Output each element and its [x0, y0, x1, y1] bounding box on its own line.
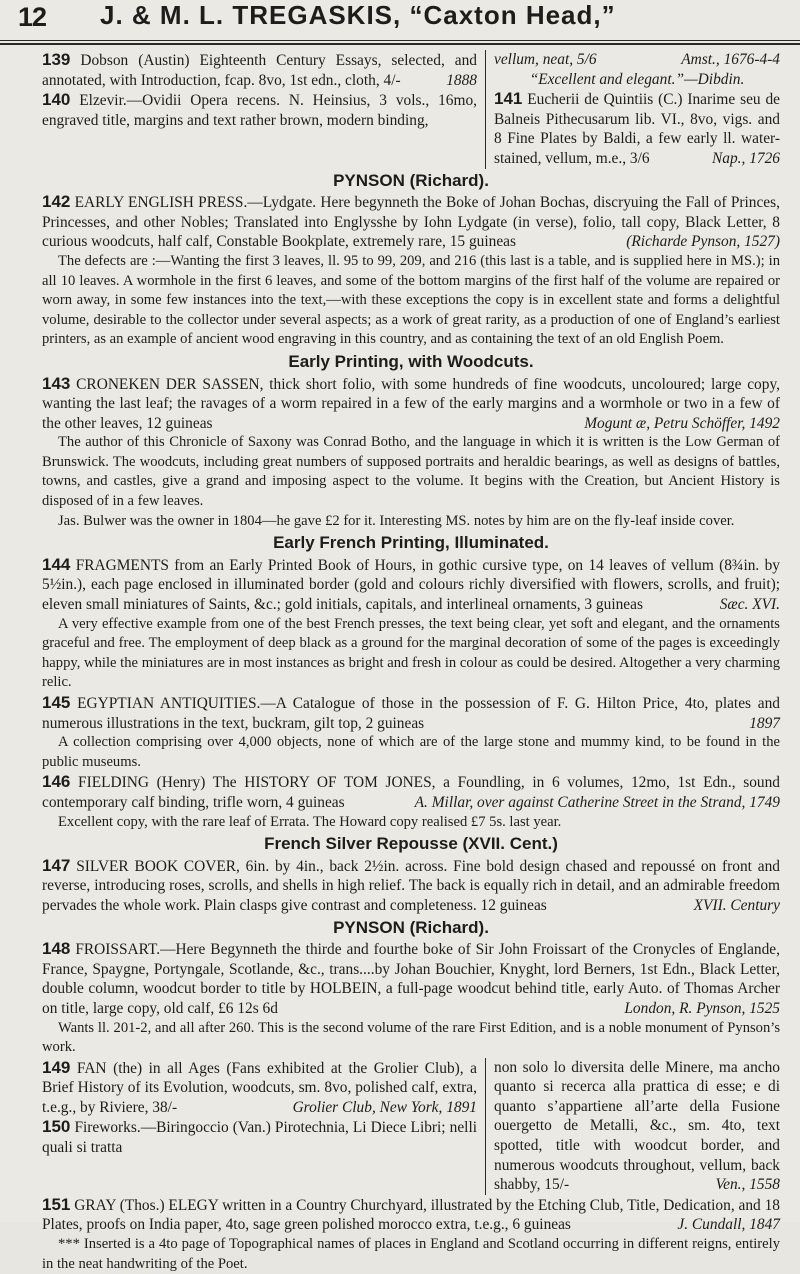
lot-description: FRAGMENTS from an Early Printed Book of Hours, in gothic cursive type, on 14 leaves of vellum (8¾in. by 5½in.), each page enclosed in illuminated border (gold and colours richly diversified with flowers, scrolls, and fruit); eleven small miniatures of Saints, &c.; gold initials, capitals, and interlineal ornaments, 3 guineas	[42, 556, 780, 614]
two-column-block-top	[42, 50, 780, 169]
lot-144	[42, 555, 780, 615]
lot-imprint: Nap., 1726	[712, 149, 780, 167]
lot-description: CRONEKEN DER SASSEN, thick short folio, with some hundreds of fine woodcuts, uncoloured; large copy, wanting the last leaf; the ravages of a worm repaired in a few of the early margins and a wormhole or two in a few of the other leaves, 12 guineas	[42, 375, 780, 432]
lot-143	[42, 374, 780, 434]
section-heading: PYNSON (Richard).	[333, 170, 489, 190]
page-number: 12	[18, 2, 47, 32]
lot-imprint: Ven., 1558	[715, 1176, 780, 1194]
lot-imprint: 1888	[446, 71, 477, 89]
lot-description: EGYPTIAN ANTIQUITIES.—A Catalogue of those in the possession of F. G. Hilton Price, 4to, plates and numerous illustrations in the text, buckram, gilt top, 2 guineas	[42, 695, 780, 732]
lot-description: FROISSART.—Here Begynneth the thirde and fourthe boke of Sir John Froissart of the Cronycles of Englande, France, Spaygne, Portyngale, Scotlande, &c., trans....by Johan Bouchier, Knyght, lord Berners, 1st Edn., Black Letter, double column, woodcut border to title by HOLBEIN, a full-page woodcut behind title, early Auto. of Thomas Archer on title, large copy, old calf, £6 12s 6d	[42, 941, 780, 1017]
lot-description: FIELDING (Henry) The HISTORY OF TOM JONES, a Foundling, in 6 volumes, 12mo, 1st Edn., sound contemporary calf binding, trifle worn, 4 guineas	[42, 774, 780, 811]
left-column	[42, 50, 485, 169]
lot-note: The author of this Chronicle of Saxony was Conrad Botho, and the language in which it is written is the Low German of Brunswick. The woodcuts, including great numbers of supposed portraits and heraldic bearings, as well as designs of battles, towns, and castles, give a grand and imposing aspect to the volume. It begins with the Creation, but Ancient History is disposed of in a few leaves.	[42, 434, 780, 510]
catalogue-listing	[42, 50, 780, 1272]
lot-note: *** Inserted is a 4to page of Topographical names of places in England and Scotland occurring in different reigns, entirely in the neat handwriting of the Poet.	[42, 1236, 780, 1272]
lot-140-continued	[494, 50, 780, 70]
lot-number: 145	[42, 693, 71, 712]
lot-147	[42, 856, 780, 916]
lot-note: Wants ll. 201-2, and all after 260. This is the second volume of the rare First Edition, and is a noble monument of Pynson’s work.	[42, 1019, 780, 1056]
right-column	[485, 50, 780, 169]
lot-142	[42, 192, 780, 252]
section-heading: French Silver Repousse (XVII. Cent.)	[264, 834, 558, 854]
two-column-block-bottom	[42, 1058, 780, 1195]
lot-description: EARLY ENGLISH PRESS.—Lydgate. Here begynneth the Boke of Johan Bochas, discryuing the Fall of Princes, Princesses, and other Nobles; Translated into Englysshe by Iohn Lydgate (in verse), folio, tall copy, Black Letter, 8 curious woodcuts, half calf, Constable Bookplate, extremely rare, 15 guineas	[42, 194, 780, 251]
lot-description: FAN (the) in all Ages (Fans exhibited at the Grolier Club), a Brief History of its Evolution, woodcuts, sm. 8vo, polished calf, extra, t.e.g., by Riviere, 38/-	[42, 1059, 477, 1116]
lot-number: 151	[42, 1194, 71, 1214]
lot-note: Excellent copy, with the rare leaf of Errata. The Howard copy realised £7 5s. last year.	[58, 813, 562, 830]
lot-note: A collection comprising over 4,000 objects, none of which are of the large stone and mummy kind, to be found in the public museums.	[42, 734, 780, 770]
lot-number: 148	[42, 939, 71, 959]
left-column	[42, 1058, 485, 1195]
lot-description: Dobson (Austin) Eighteenth Century Essays, selected, and annotated, with Introduction, fcap. 8vo, 1st edn., cloth, 4/-	[42, 52, 477, 89]
lot-150-continued	[494, 1058, 780, 1195]
section-heading: Early French Printing, Illuminated.	[273, 533, 549, 553]
lot-note: Jas. Bulwer was the owner in 1804—he gave £2 for it. Interesting MS. notes by him are on the fly-leaf inside cover.	[58, 512, 735, 529]
lot-imprint: London, R. Pynson, 1525	[624, 999, 780, 1017]
lot-141	[494, 89, 780, 168]
section-heading: Early Printing, with Woodcuts.	[288, 351, 534, 371]
lot-description: SILVER BOOK COVER, 6in. by 4in., back 2½in. across. Fine bold design chased and repoussé on front and reverse, introducing roses, scrolls, and shells in high relief. The back is equally rich in detail, and an admirable freedom pervades the whole work. Plain clasps give contrast and completeness. 12 guineas	[42, 857, 780, 914]
lot-note: The defects are :—Wanting the first 3 leaves, ll. 95 to 99, 209, and 216 (this last is a table, and is supplied here in MS.); in all 10 leaves. A wormhole in the first 6 leaves, and some of the bottom margins of the first half of the volume are repaired or worn away, in some few instances into the text,—with these exceptions the copy is in excellent state and forms a delightful volume, desirable to the collector under several aspects; as a work of great rarity, as a production of one of England’s earliest printers, as an example of ancient wood engraving in this country, and as containing the text of an old English Poem.	[42, 252, 780, 348]
lot-148	[42, 939, 780, 1018]
lot-number: 150	[42, 1117, 71, 1137]
lot-140	[42, 90, 477, 130]
page-header	[0, 0, 800, 36]
running-head: J. & M. L. TREGASKIS, “Caxton Head,”	[100, 0, 616, 30]
lot-description: GRAY (Thos.) ELEGY written in a Country Churchyard, illustrated by the Etching Club, Title, Dedication, and 18 Plates, proofs on India paper, 4to, sage green polished morocco extra, t.e.g., 6 guineas	[42, 1196, 780, 1234]
lot-imprint: (Richarde Pynson, 1527)	[626, 233, 780, 251]
lot-description: vellum, neat, 5/6	[494, 51, 597, 68]
lot-number: 146	[42, 772, 71, 792]
lot-number: 142	[42, 192, 71, 212]
lot-imprint: XVII. Century	[693, 896, 780, 914]
lot-139	[42, 50, 477, 90]
lot-imprint: A. Millar, over against Catherine Street in the Strand, 1749	[414, 793, 780, 811]
lot-description: Elzevir.—Ovidii Opera recens. N. Heinsius, 3 vols., 16mo, engraved title, margins and text rather brown, modern binding,	[42, 92, 477, 129]
lot-imprint: Amst., 1676-4-4	[681, 51, 780, 68]
lot-imprint: Mogunt æ, Petru Schöffer, 1492	[584, 414, 780, 432]
lot-145	[42, 693, 780, 733]
lot-149	[42, 1058, 477, 1118]
lot-151	[42, 1195, 780, 1235]
lot-imprint: 1897	[749, 714, 780, 732]
lot-description: Fireworks.—Biringoccio (Van.) Pirotechnia, Li Diece Libri; nelli quali si tratta	[42, 1119, 477, 1157]
lot-number: 140	[42, 90, 71, 110]
header-rule	[0, 40, 800, 41]
lot-quote: “Excellent and elegant.”—Dibdin.	[529, 70, 745, 88]
lot-150	[42, 1117, 477, 1157]
lot-number: 143	[42, 373, 71, 393]
lot-note: A very effective example from one of the best French presses, the text being clear, yet soft and elegant, and the ornaments graceful and free. The employment of deep black as a ground for the marginal decoration of some of the pages is exceedingly happy, while the miniatures are in most instances as bright and fresh in colour as could be desired. Altogether a very charming relic.	[42, 615, 780, 691]
lot-number: 139	[42, 50, 71, 69]
lot-number: 141	[494, 89, 523, 109]
header-rule-thick	[0, 43, 800, 45]
section-heading: PYNSON (Richard).	[333, 917, 489, 937]
lot-number: 144	[42, 554, 71, 574]
right-column	[485, 1058, 780, 1195]
lot-description: Eucherii de Quintiis (C.) Inarime seu de Balneis Pithecusarum lib. VI., 8vo, vigs. and 8 Fine Plates by Baldi, a few early ll. water-stained, vellum, m.e., 3/6	[494, 91, 780, 167]
lot-number: 147	[42, 855, 71, 875]
lot-146	[42, 772, 780, 812]
lot-description: non solo lo diversita delle Minere, ma ancho quanto si recerca alla prattica di esse; e di quanto s’appartiene all’arte della Fusione ouergetto de Metalli, &c., sm. 4to, text spotted, title with woodcut border, and numerous woodcuts throughout, vellum, back shabby, 15/-	[494, 1058, 780, 1194]
lot-imprint: J. Cundall, 1847	[677, 1216, 780, 1234]
lot-imprint: Grolier Club, New York, 1891	[292, 1098, 477, 1116]
lot-imprint: Sæc. XVI.	[719, 596, 780, 614]
lot-number: 149	[42, 1057, 71, 1077]
